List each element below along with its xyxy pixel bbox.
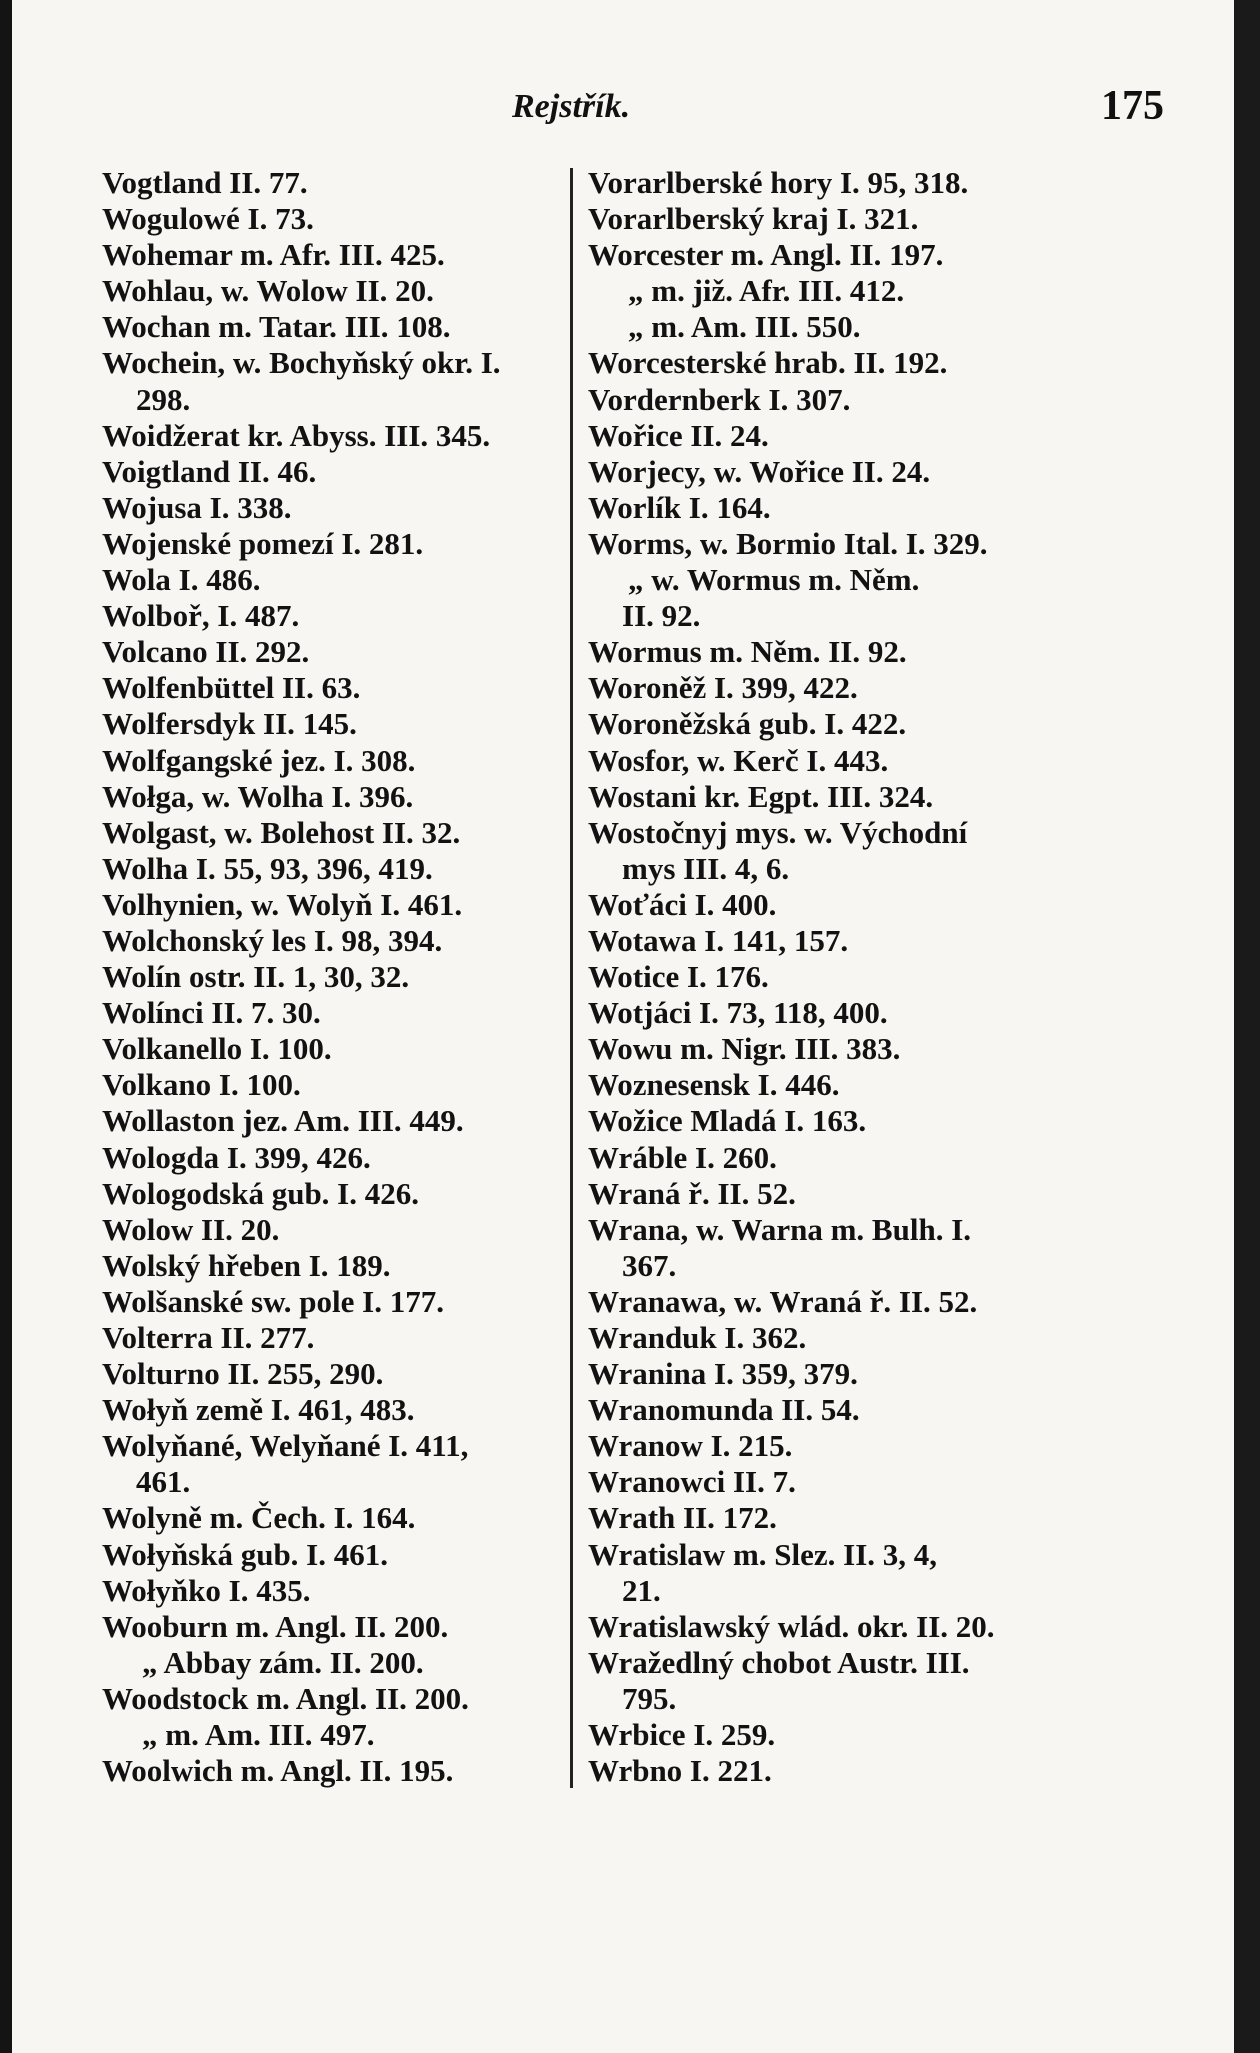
index-entry: Worms, w. Bormio Ital. I. 329.: [588, 525, 988, 561]
index-entry: Wolyně m. Čech. I. 164.: [102, 1500, 416, 1536]
index-entry: Wranowci II. 7.: [588, 1464, 796, 1500]
index-entry: Woroněž I. 399, 422.: [588, 670, 858, 706]
index-entry: Wožice Mladá I. 163.: [588, 1103, 867, 1139]
index-entry: Wogulowé I. 73.: [102, 201, 314, 237]
index-entry: Wolow II. 20.: [102, 1211, 280, 1247]
index-entry: Wojenské pomezí I. 281.: [102, 525, 424, 561]
index-entry: Wranduk I. 362.: [588, 1320, 807, 1355]
index-entry: Volhynien, w. Wolyň I. 461.: [102, 886, 463, 922]
index-entry: Wranomunda II. 54.: [588, 1392, 860, 1428]
index-entry: Wrana, w. Warna m. Bulh. I.: [588, 1211, 972, 1247]
index-entry: „ w. Wormus m. Něm.: [628, 562, 920, 598]
index-entry: Wohlau, w. Wolow II. 20.: [102, 273, 434, 309]
index-entry: Wolfgangské jez. I. 308.: [102, 742, 416, 778]
index-entry: Wochein, w. Bochyňský okr. I.: [102, 345, 501, 381]
index-entry: Wotawa I. 141, 157.: [588, 922, 849, 958]
index-entry: Woznesensk I. 446.: [588, 1067, 840, 1103]
index-entry: Wolgast, w. Bolehost II. 32.: [102, 814, 461, 850]
index-entry: Wołyňská gub. I. 461.: [102, 1536, 388, 1572]
index-entry: Wolboř, I. 487.: [102, 598, 300, 634]
index-entry: Wratislawský wlád. okr. II. 20.: [588, 1608, 995, 1644]
index-entry: Worjecy, w. Wořice II. 24.: [588, 453, 931, 489]
index-entry: Worcester m. Angl. II. 197.: [588, 237, 944, 273]
index-entry: Volkanello I. 100.: [102, 1031, 332, 1067]
index-entry: Wořice II. 24.: [588, 417, 769, 453]
index-entry: Volturno II. 255, 290.: [102, 1356, 384, 1392]
index-entry: Wratislaw m. Slez. II. 3, 4,: [588, 1536, 938, 1572]
index-entry: Voigtland II. 46.: [102, 453, 317, 489]
index-entry: 461.: [136, 1464, 191, 1500]
index-entry: Woťáci I. 400.: [588, 886, 777, 922]
index-entry: Wolyňané, Welyňané I. 411,: [102, 1428, 469, 1464]
scan-edge: [1234, 0, 1260, 2053]
index-entry: II. 92.: [622, 598, 701, 634]
index-entry: Wola I. 486.: [102, 562, 261, 598]
index-entry: Wołga, w. Wolha I. 396.: [102, 778, 414, 814]
index-entry: Woroněžská gub. I. 422.: [588, 706, 907, 742]
index-entry: Wolský hřeben I. 189.: [102, 1247, 391, 1283]
index-entry: Woidžerat kr. Abyss. III. 345.: [102, 417, 491, 453]
index-entry: Wostani kr. Egpt. III. 324.: [588, 778, 934, 814]
index-entry: Wranawa, w. Wraná ř. II. 52.: [588, 1283, 978, 1319]
index-entry: Volterra II. 277.: [102, 1320, 315, 1355]
index-entry: Wolín ostr. II. 1, 30, 32.: [102, 959, 410, 995]
index-entry: Vogtland II. 77.: [102, 165, 308, 200]
index-entry: Wranow I. 215.: [588, 1428, 793, 1464]
index-entry: Wolchonský les I. 98, 394.: [102, 922, 443, 958]
index-entry: Wranina I. 359, 379.: [588, 1356, 858, 1392]
index-entry: Wollaston jez. Am. III. 449.: [102, 1103, 464, 1139]
index-entry: Wraná ř. II. 52.: [588, 1175, 796, 1211]
index-entry: „ m. již. Afr. III. 412.: [628, 273, 905, 309]
column-divider: [570, 168, 573, 1788]
index-column-right: [588, 165, 1088, 1789]
index-entry: Wologda I. 399, 426.: [102, 1139, 371, 1175]
index-entry: Vordernberk I. 307.: [588, 381, 851, 417]
index-entry: Volcano II. 292.: [102, 634, 310, 670]
running-head: Rejstřík.: [512, 88, 631, 125]
index-entry: mys III. 4, 6.: [622, 850, 790, 886]
index-entry: Wołyň země I. 461, 483.: [102, 1392, 415, 1428]
index-entry: Wolšanské sw. pole I. 177.: [102, 1283, 444, 1319]
index-entry: Wostočnyj mys. w. Východní: [588, 814, 968, 850]
index-entry: Worlík I. 164.: [588, 489, 771, 525]
index-entry: Vorarlberský kraj I. 321.: [588, 201, 919, 237]
index-entry: Wosfor, w. Kerč I. 443.: [588, 742, 889, 778]
index-entry: Wotice I. 176.: [588, 959, 769, 995]
index-entry: Wołyňko I. 435.: [102, 1572, 311, 1608]
index-entry: Wrbno I. 221.: [588, 1753, 772, 1789]
index-entry: Wrath II. 172.: [588, 1500, 777, 1536]
index-entry: Wolínci II. 7. 30.: [102, 995, 321, 1031]
page-number: 175: [1101, 83, 1164, 129]
index-entry: Woolwich m. Angl. II. 195.: [102, 1753, 454, 1789]
index-entry: Volkano I. 100.: [102, 1067, 301, 1103]
index-entry: Wrbice I. 259.: [588, 1717, 776, 1753]
index-entry: Worcesterské hrab. II. 192.: [588, 345, 948, 381]
index-entry: Vorarlberské hory I. 95, 318.: [588, 165, 969, 200]
index-entry: 298.: [136, 381, 191, 417]
index-entry: Wojusa I. 338.: [102, 489, 292, 525]
index-entry: Wolha I. 55, 93, 396, 419.: [102, 850, 433, 886]
index-entry: Woodstock m. Angl. II. 200.: [102, 1680, 469, 1716]
index-entry: Wormus m. Něm. II. 92.: [588, 634, 907, 670]
index-entry: Wologodská gub. I. 426.: [102, 1175, 419, 1211]
index-entry: „ m. Am. III. 550.: [628, 309, 861, 345]
index-entry: Wolfenbüttel II. 63.: [102, 670, 361, 706]
page-header: [12, 83, 1234, 138]
index-column-left: [102, 165, 562, 1789]
index-entry: Wražedlný chobot Austr. III.: [588, 1644, 970, 1680]
index-entry: Wohemar m. Afr. III. 425.: [102, 237, 445, 273]
index-entry: „ Abbay zám. II. 200.: [142, 1644, 424, 1680]
index-entry: Wolfersdyk II. 145.: [102, 706, 357, 742]
index-entry: „ m. Am. III. 497.: [142, 1717, 375, 1753]
index-entry: Wowu m. Nigr. III. 383.: [588, 1031, 901, 1067]
index-entry: 21.: [622, 1572, 661, 1608]
book-page: [12, 0, 1234, 2053]
index-entry: 795.: [622, 1680, 677, 1716]
index-entry: Wochan m. Tatar. III. 108.: [102, 309, 451, 345]
index-entry: 367.: [622, 1247, 677, 1283]
index-entry: Wráble I. 260.: [588, 1139, 777, 1175]
index-entry: Wotjáci I. 73, 118, 400.: [588, 995, 888, 1031]
index-entry: Wooburn m. Angl. II. 200.: [102, 1608, 449, 1644]
